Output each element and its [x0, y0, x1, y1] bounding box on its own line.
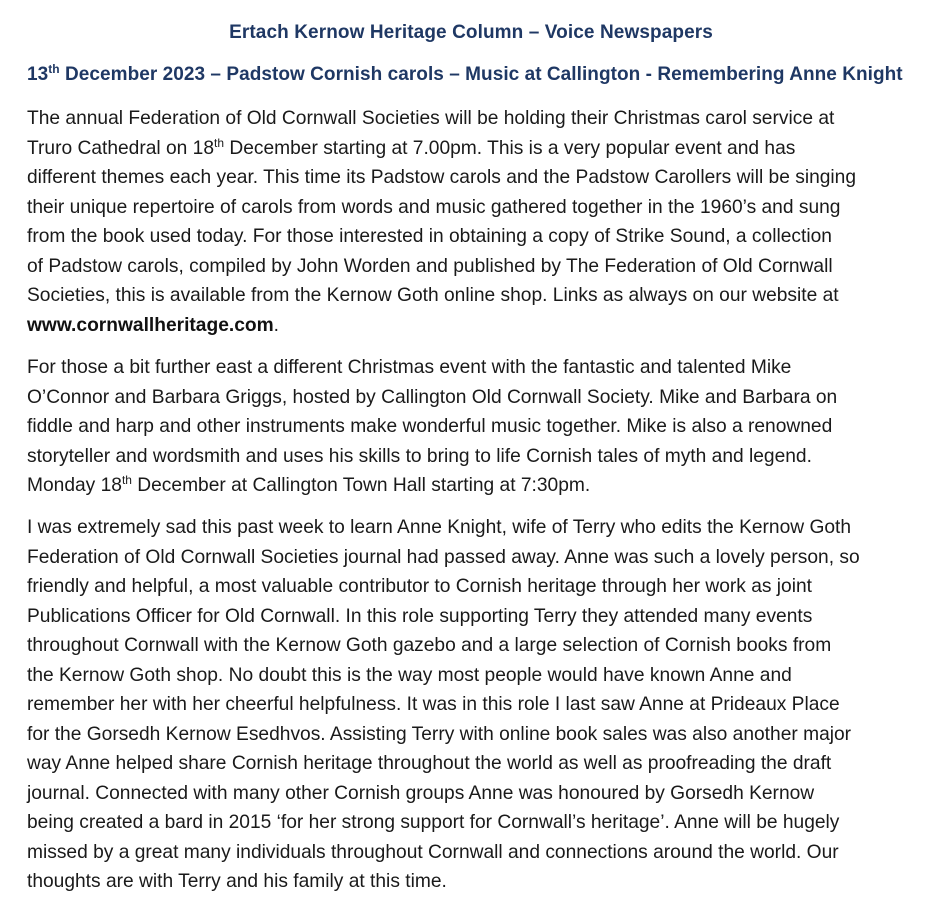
paragraph-line: fiddle and harp and other instruments make wonderful music together. Mike is also a renowned — [27, 416, 833, 437]
paragraph-line: for the Gorsedh Kernow Esedhvos. Assisting Terry with online book sales was also another major — [27, 723, 852, 745]
paragraph-line: Publications Officer for Old Cornwall. In this role supporting Terry they attended many events — [27, 605, 813, 627]
line-text: Truro Cathedral on 18 — [27, 137, 215, 159]
article-subtitle — [27, 64, 903, 86]
paragraph-line: The annual Federation of Old Cornwall Societies will be holding their Christmas carol service at — [27, 108, 835, 129]
column-title: Ertach Kernow Heritage Column – Voice Newspapers — [229, 22, 713, 43]
paragraph-line: of Padstow carols, compiled by John Worden and published by The Federation of Old Cornwall — [27, 255, 833, 277]
paragraph-carol-service — [27, 104, 927, 340]
paragraph-remembering-anne-knight — [27, 513, 927, 897]
paragraph-line: different themes each year. This time its Padstow carols and the Padstow Carollers will be singing — [27, 167, 857, 188]
paragraph-line: missed by a great many individuals throughout Cornwall and connections around the world. Our — [27, 841, 839, 863]
paragraph-line: the Kernow Goth shop. No doubt this is the way most people would have known Anne and — [27, 664, 792, 686]
paragraph-line: thoughts are with Terry and his family at this time. — [27, 871, 447, 892]
line-text: . — [273, 314, 279, 336]
paragraph-line: Federation of Old Cornwall Societies journal had passed away. Anne was such a lovely person, so — [27, 546, 860, 568]
line-text: December starting at 7.00pm. This is a very popular event and has — [224, 137, 796, 159]
paragraph-line — [27, 134, 927, 164]
paragraph-line: friendly and helpful, a most valuable contributor to Cornish heritage through her work as joint — [27, 576, 812, 597]
paragraph-line — [27, 471, 927, 501]
subtitle-rest: December 2023 – Padstow Cornish carols – Music at Callington - Remembering Anne Knight — [59, 64, 903, 85]
paragraph-line: their unique repertoire of carols from words and music gathered together in the 1960’s and sung — [27, 196, 841, 218]
paragraph-line: journal. Connected with many other Cornish groups Anne was honoured by Gorsedh Kernow — [27, 782, 815, 804]
paragraph-line — [27, 311, 927, 341]
paragraph-callington-music — [27, 353, 927, 501]
line-text: Monday 18 — [27, 475, 122, 496]
paragraph-line: For those a bit further east a different Christmas event with the fantastic and talented Mike — [27, 357, 792, 378]
subtitle-day-suffix: th — [48, 62, 60, 76]
paragraph-line: Societies, this is available from the Kernow Goth online shop. Links as always on our website at — [27, 285, 839, 306]
paragraph-line: remember her with her cheerful helpfulness. It was in this role I last saw Anne at Prideaux Place — [27, 694, 840, 715]
date-suffix: th — [214, 135, 225, 150]
date-suffix: th — [121, 473, 132, 487]
line-text: December at Callington Town Hall starting at 7:30pm. — [131, 475, 591, 496]
paragraph-line: O’Connor and Barbara Griggs, hosted by Callington Old Cornwall Society. Mike and Barbara on — [27, 386, 838, 408]
website-link[interactable]: www.cornwallheritage.com — [27, 314, 274, 336]
subtitle-day: 13 — [27, 64, 49, 85]
paragraph-line: being created a bard in 2015 ‘for her strong support for Cornwall’s heritage’. Anne will be hugely — [27, 812, 840, 833]
paragraph-line: from the book used today. For those interested in obtaining a copy of Strike Sound, a collection — [27, 226, 832, 247]
paragraph-line: way Anne helped share Cornish heritage throughout the world as well as proofreading the draft — [27, 753, 832, 774]
paragraph-line: storyteller and wordsmith and uses his skills to bring to life Cornish tales of myth and legend. — [27, 445, 812, 467]
paragraph-line: I was extremely sad this past week to learn Anne Knight, wife of Terry who edits the Kernow Goth — [27, 517, 852, 538]
paragraph-line: throughout Cornwall with the Kernow Goth gazebo and a large selection of Cornish books from — [27, 635, 832, 656]
